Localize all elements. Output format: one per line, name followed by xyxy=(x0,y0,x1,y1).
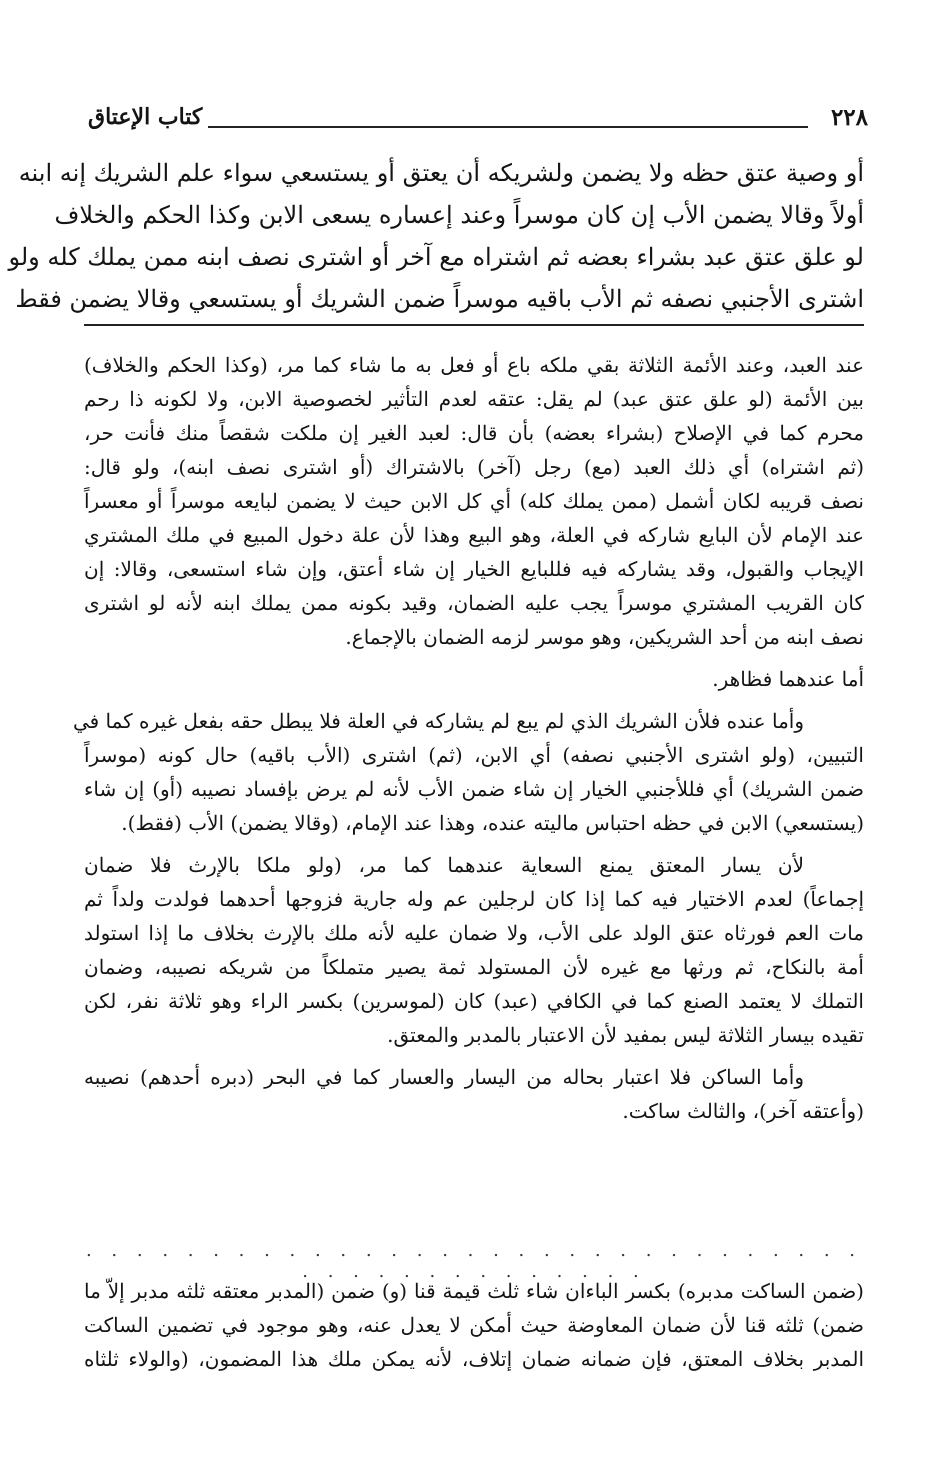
main-text-line: أو وصية عتق حظه ولا يضمن ولشريكه أن يعتق أو يستسعي سواء علم الشريك إنه ابنه xyxy=(18,159,864,187)
main-text-line: لو علق عتق عبد بشراء بعضه ثم اشتراه مع آخر أو اشترى نصف ابنه ممن يملك كله ولو xyxy=(8,243,864,271)
commentary-line: عند العبد، وعند الأئمة الثلاثة بقي ملكه باع أو فعل به ما شاء كما مر، (وكذا الحكم والخلاف) xyxy=(84,353,864,377)
commentary-line: تقيده بيسار الثلاثة ليس بمفيد لأن الاعتبار بالمدبر والمعتق. xyxy=(387,1023,864,1047)
commentary-line: وأما الساكن فلا اعتبار بحاله من اليسار والعسار كما في البحر (دبره أحدهم) نصيبه xyxy=(84,1065,804,1089)
commentary-line: التبيين، (ولو اشترى الأجنبي نصفه) أي الابن، (ثم) اشترى (الأب باقيه) حال كونه (موسراً xyxy=(84,743,864,767)
commentary-paragraph xyxy=(84,662,864,696)
commentary-line: نصف قريبه لكان أشمل (ممن يملك كله) أي كل الابن حيث لا يضمن لبايعه موسراً أو معسراً xyxy=(84,489,864,513)
main-text-line: أولاً وقالا يضمن الأب إن كان موسراً وعند إعساره يسعى الابن وكذا الحكم والخلاف xyxy=(54,201,864,229)
commentary-line: أمة بالنكاح، ثم ورثها مع غيره لأن المستولد ثمة يصير متملكاً من شريكه نصيبه، وضمان xyxy=(84,955,864,979)
header-rule xyxy=(208,126,808,128)
commentary-line: (وأعتقه آخر)، والثالث ساكت. xyxy=(622,1099,864,1123)
footnote xyxy=(84,1274,864,1376)
commentary-line: التملك لا يعتمد الصنع كما في الكافي (عبد) كان (لموسرين) بكسر الراء وهو ثلاثة نفر، لكن xyxy=(84,989,864,1013)
main-text xyxy=(8,152,864,320)
commentary-paragraph xyxy=(84,1060,864,1128)
dotted-separator: . . . . . . . . . . . . . . . . . . . . . . . . . . . . . . . . . . . . . . . . . . . . . xyxy=(85,1240,863,1282)
commentary-line: وأما عنده فلأن الشريك الذي لم يبع لم يشاركه في العلة فلا يبطل حقه بفعل غيره كما في xyxy=(72,709,804,733)
commentary-line: أما عندهما فظاهر. xyxy=(712,667,864,691)
commentary-line: لأن يسار المعتق يمنع السعاية عندهما كما مر، (ولو ملكا بالإرث فلا ضمان xyxy=(84,853,804,877)
commentary-paragraph xyxy=(72,704,864,840)
page-number: ٢٢٨ xyxy=(830,104,868,131)
footnote-line: ضمن) ثلثه قنا لأن ضمان المعاوضة حيث أمكن لا يعدل عنه، وهو موجود في تضمين الساكت xyxy=(84,1313,864,1337)
commentary-line: محرم كما في الإصلاح (بشراء بعضه) بأن قال: لعبد الغير إن ملكت شقصاً منك فأنت حر، xyxy=(84,421,864,445)
commentary-paragraph xyxy=(84,848,864,1052)
commentary-line: مات العم فورثاه عتق الولد على الأب، ولا ضمان عليه لأنه ملك بالإرث بخلاف ما إذا استولد xyxy=(84,921,864,945)
commentary-paragraph xyxy=(84,348,864,654)
commentary-line: بين الأئمة (لو علق عتق عبد) لم يقل: عتقه لعدم التأثير لخصوصية الابن، ولا لكونه ذا رحم xyxy=(84,387,864,411)
footnote-line: المدبر بخلاف المعتق، فإن ضمانه ضمان إتلاف، لأنه يمكن ملك هذا المضمون، (والولاء ثلثاه xyxy=(84,1347,864,1371)
commentary-line: نصف ابنه من أحد الشريكين، وهو موسر لزمه الضمان بالإجماع. xyxy=(345,625,864,649)
main-text-divider xyxy=(84,324,864,326)
commentary-line: إجماعاً) لعدم الاختيار فيه كما إذا كان لرجلين عم وله جارية فزوجها أحدهما فولدت ولداً ثم xyxy=(84,887,864,911)
commentary-line: كان القريب المشتري موسراً يجب عليه الضمان، وقيد بكونه ممن يملك ابنه لأنه لو اشترى xyxy=(84,591,864,615)
main-text-line: اشترى الأجنبي نصفه ثم الأب باقيه موسراً ضمن الشريك أو يستسعي وقالا يضمن فقط xyxy=(15,285,864,313)
footnote-line: (ضمن الساكت مدبره) بكسر الباءان شاء ثلث قيمة قنا (و) ضمن (المدبر معتقه ثلثه مدبر إلاّ ما xyxy=(84,1279,864,1303)
commentary-line: (يستسعي) الابن في حظه احتباس ماليته عنده، وهذا عند الإمام، (وقالا يضمن) الأب (فقط). xyxy=(121,811,864,835)
book-title: كتاب الإعتاق xyxy=(88,104,203,130)
page-header xyxy=(88,104,868,138)
commentary-line: عند الإمام لأن البايع شاركه في العلة، وهو البيع وهذا لأن علة دخول المبيع في ملك المشتري xyxy=(84,523,864,547)
commentary xyxy=(72,348,864,1128)
commentary-line: الإيجاب والقبول، وقد يشاركه فيه فللبايع الخيار إن شاء أعتق، وإن شاء استسعى، وقالا: إن xyxy=(84,557,864,581)
commentary-line: (ثم اشتراه) أي ذلك العبد (مع) رجل (آخر) بالاشتراك (أو اشترى نصف ابنه)، ولو قال: xyxy=(84,455,864,479)
commentary-line: ضمن الشريك) أي فللأجنبي الخيار إن شاء ضمن الأب لأنه لم يرض بإفساد نصيبه (أو) إن شاء xyxy=(84,777,864,801)
